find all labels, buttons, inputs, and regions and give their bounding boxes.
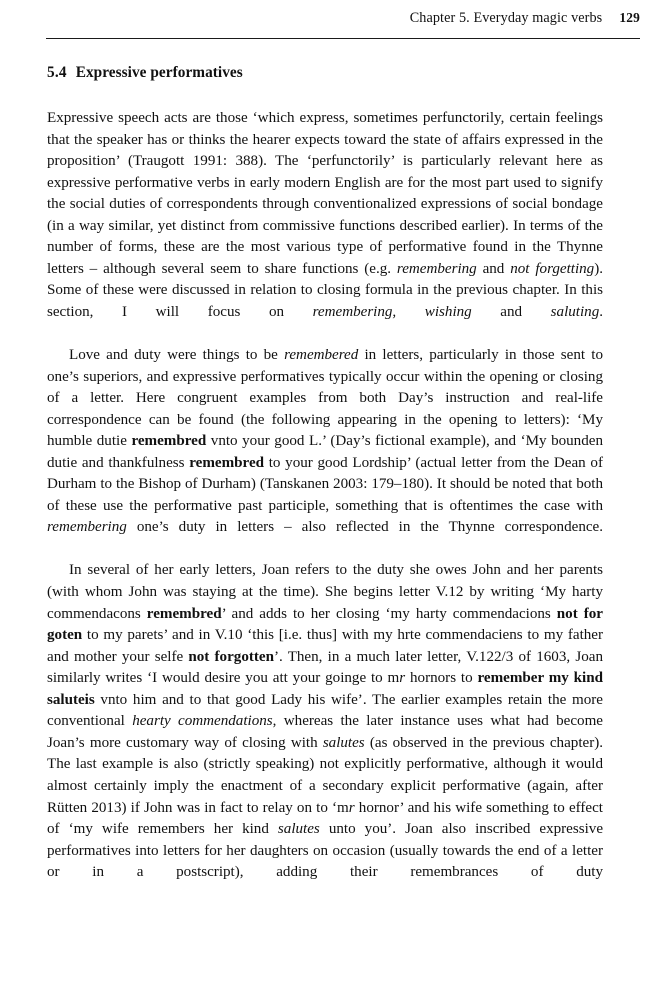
paragraph-2: Love and duty were things to be remembered in letters, particularly in those sent to one’s superiors, and expressive performatives typically occur within the opening or closing of a letter. Here congruent examples from both Day’s instruction and real-life correspondence can be found (the following appearing in the opening to letters): ‘My humble dutie remembred vnto your good L.’ (Day’s fictional example), and ‘My bounden dutie and thankfulness remembred to your good Lordship’ (actual letter from the Dean of Durham to the Bishop of Durham) (Tanskanen 2003: 179–180). It should be noted that both of these use the performative past participle, something that is oftentimes the case with remembering one’s duty in letters – also reflected in the Thynne correspondence. (47, 347, 603, 536)
section-title: Expressive performatives (75, 64, 243, 81)
running-head (46, 8, 640, 30)
header-rule (46, 38, 640, 39)
page-number: 129 (619, 10, 640, 25)
text-column (47, 62, 603, 905)
running-head-title: Chapter 5. Everyday magic verbs (409, 10, 603, 26)
section-heading (47, 62, 603, 83)
section-number: 5.4 (47, 64, 67, 81)
paragraph-3: In several of her early letters, Joan refers to the duty she owes John and her parents (with whom John was staying at the time). She begins letter V.12 by writing ‘My harty commendacons remembred’ and adds to her closing ‘my harty commendacions not for goten to my parets’ and in V.10 ‘this [i.e. thus] with my hrte commendaciens to my father and mother your selfe not forgotten’. Then, in a much later letter, V.122/3 of 1603, Joan similarly writes ‘I would desire you att your goinge to mr hornors to remember my kind saluteis vnto him and to that good Lady his wife’. The earlier examples retain the more conventional hearty commendations, whereas the later instance uses what had become Joan’s more customary way of closing with salutes (as observed in the previous chapter). The last example is also (strictly speaking) not explicitly performative, although it would almost certainly imply the enactment of a secondary explicit performative (again, after Rütten 2013) if John was in fact to relay on to ‘mr hornor’ and his wife something to effect of ‘my wife remembers her kind salutes unto you’. Joan also inscribed expressive performatives into letters for her daughters on occasion (usually towards the end of a letter or in a postscript), adding their remembrances of duty (47, 562, 604, 881)
paragraph-1: Expressive speech acts are those ‘which express, sometimes perfunctorily, certain feelings that the speaker has or thinks the hearer expects toward the state of affairs expressed in the proposition’ (Traugott 1991: 388). The ‘perfunctorily’ is particularly relevant here as expressive performative verbs in early modern English are for the most part used to signify the social duties of correspondents through conventionalized expressions of social bondage (in a way similar, yet distinct from commissive functions described earlier). In terms of the number of forms, these are the most various type of performative found in the Thynne letters – although several seem to share functions (e.g. remembering and not forgetting). Some of these were discussed in relation to closing formula in the previous chapter. In this section, I will focus on remembering, wishing and saluting. (47, 110, 603, 320)
